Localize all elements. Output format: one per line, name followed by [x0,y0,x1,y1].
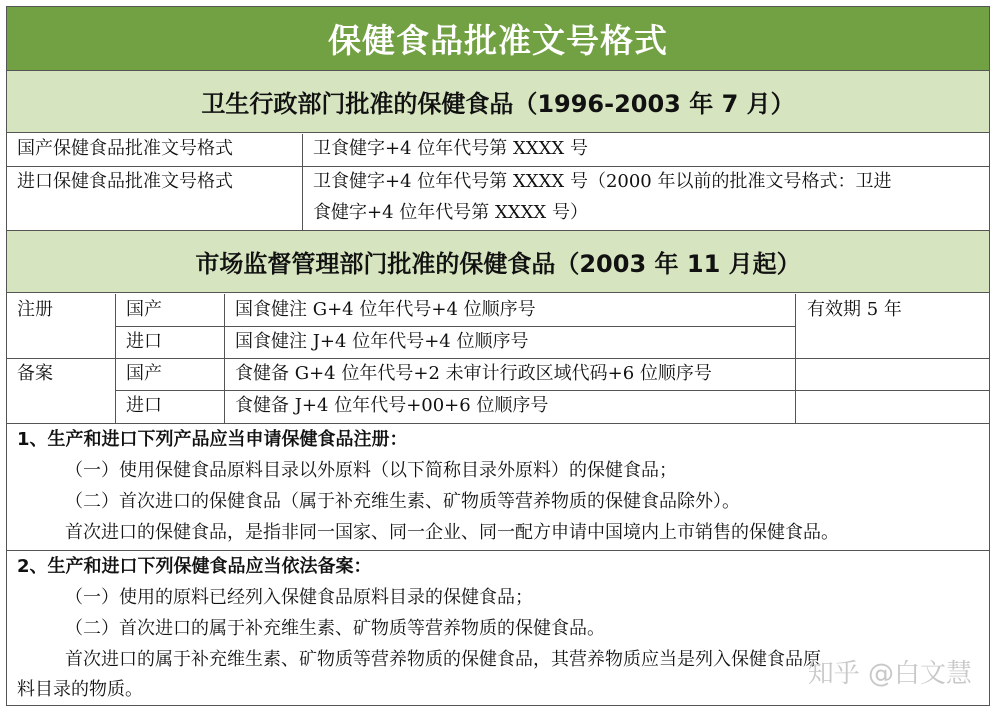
approval-number-table [6,6,990,706]
notes2-item2: （二）首次进口的属于补充维生素、矿物质等营养物质的保健食品。 [65,618,605,639]
divider [302,134,303,230]
divider [7,423,989,424]
section1-heading: 卫生行政部门批准的保健食品（1996-2003 年 7 月） [201,90,795,118]
notes2-item1: （一）使用的原料已经列入保健食品原料目录的保健食品； [65,587,533,608]
section2-heading: 市场监督管理部门批准的保健食品（2003 年 11 月起） [195,250,801,278]
divider [7,358,989,359]
notes2-note-line1: 首次进口的属于补充维生素、矿物质等营养物质的保健食品，其营养物质应当是列入保健食品原 [65,649,821,670]
table-title: 保健食品批准文号格式 [328,21,668,60]
notes1-note: 首次进口的保健食品，是指非同一国家、同一企业、同一配方申请中国境内上市销售的保健食品。 [65,522,839,543]
reg-domestic-value: 国食健注 G+4 位年代号+4 位顺序号 [235,299,536,320]
fil-imported-label: 进口 [126,395,162,416]
divider [116,390,795,391]
fil-domestic-value: 食健备 G+4 位年代号+2 未审计行政区域代码+6 位顺序号 [235,363,712,384]
reg-imported-label: 进口 [126,331,162,352]
notes2-heading: 2、生产和进口下列保健食品应当依法备案： [17,556,372,577]
notes2-note-line2: 料目录的物质。 [17,679,143,700]
validity-note: 有效期 5 年 [807,299,902,320]
zhihu-watermark: 知乎 @白文慧 [807,659,972,689]
import-format-value-line1: 卫食健字+4 位年代号第 XXXX 号（2000 年以前的批准文号格式：卫进 [313,171,892,192]
divider [795,390,989,391]
section2-heading-bar [7,231,989,293]
reg-imported-value: 国食健注 J+4 位年代号+4 位顺序号 [235,331,529,352]
domestic-format-value: 卫食健字+4 位年代号第 XXXX 号 [313,138,588,159]
fil-domestic-label: 国产 [126,363,162,384]
filing-label: 备案 [17,363,53,384]
reg-domestic-label: 国产 [126,299,162,320]
table-title-bar [7,7,989,71]
notes1-item2: （二）首次进口的保健食品（属于补充维生素、矿物质等营养物质的保健食品除外）。 [65,491,740,512]
notes1-item1: （一）使用保健食品原料目录以外原料（以下简称目录外原料）的保健食品； [65,460,677,481]
domestic-format-label: 国产保健食品批准文号格式 [17,138,233,159]
divider [7,550,989,551]
section1-heading-bar [7,71,989,133]
notes1-heading: 1、生产和进口下列产品应当申请保健食品注册： [17,429,408,450]
import-format-value-line2: 食健字+4 位年代号第 XXXX 号） [313,202,588,223]
fil-imported-value: 食健备 J+4 位年代号+00+6 位顺序号 [235,395,549,416]
registration-label: 注册 [17,299,53,320]
import-format-label: 进口保健食品批准文号格式 [17,171,233,192]
divider [116,326,795,327]
